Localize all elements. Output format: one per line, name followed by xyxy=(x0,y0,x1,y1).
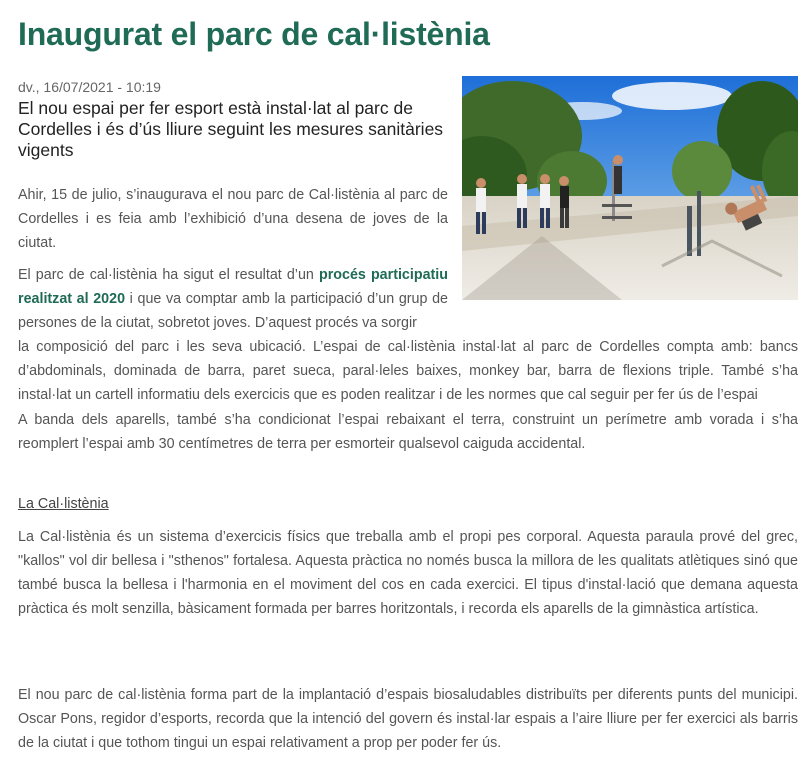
paragraph-process-start: El parc de cal·listènia ha sigut el resultat d’un xyxy=(18,267,319,283)
participatory-process-link[interactable]: procés participatiu realitzat al 2020 xyxy=(18,267,449,307)
section-heading-calisthenics: La Cal·listènia xyxy=(18,496,109,512)
paragraph-calisthenics-definition: La Cal·listènia és un sistema d’exercicis físics que treballa amb el propi pes corporal. Aquesta paraula prové del grec, "kallos" vol dir bellesa i "sthenos" fortalesa. Aquesta pràctica no només busca la millora de les qualitats atlètiques sinó que també busca la bellesa i l'harmonia en el moviment del cos en cada exercici. El tipus d'instal·lació que demana aquesta pràctica és molt senzilla, bàsicament formada per barres horitzontals, i recorda els aparells de la gimnàstica artística. xyxy=(18,529,798,617)
publish-date: dv., 16/07/2021 - 10:19 xyxy=(18,79,161,95)
page-title: Inaugurat el parc de cal·listènia xyxy=(18,16,490,52)
paragraph-process xyxy=(18,263,448,335)
paragraph-process-continued: la composició del parc i les seva ubicació. L’espai de cal·listènia instal·lat al parc de Cordelles compta amb: bancs d’abdominals, dominada de barra, paret sueca, paral·leles baixes, monkey bar, barra de flexions triple. També s’ha instal·lat un cartell informatiu dels exercicis que es poden realitzar i de les normes que cal seguir per fer ús de l’espai xyxy=(18,339,798,403)
paragraph-intro: Ahir, 15 de julio, s’inaugurava el nou parc de Cal·listènia al parc de Cordelles i es feia amb l’exhibició d’una desena de joves de la ciutat. xyxy=(18,187,448,251)
article-subtitle: El nou espai per fer esport està instal·lat al parc de Cordelles i és d’ús lliure seguint les mesures sanitàries vigents xyxy=(18,98,444,160)
calisthenics-park-photo xyxy=(462,76,798,300)
paragraph-equipment: A banda dels aparells, també s’ha condicionat l’espai rebaixant el terra, construint un perímetre amb vorada i s’ha reomplert l’espai amb 30 centímetres de terra per esmorteir qualsevol caiguda accidental. xyxy=(18,412,798,452)
paragraph-process-middle: i que va comptar amb la participació d’un grup de persones de la ciutat, sobretot joves. D’aquest procés va sorgir xyxy=(18,291,448,331)
paragraph-biohealthy-spaces: El nou parc de cal·listènia forma part de la implantació d’espais biosaludables distribuïts per diferents punts del municipi. Oscar Pons, regidor d’esports, recorda que la intenció del govern és instal·lar espais a l’aire lliure per fer exercici als barris de la ciutat i que tothom tingui un espai relativament a prop per poder fer ús. xyxy=(18,687,798,751)
